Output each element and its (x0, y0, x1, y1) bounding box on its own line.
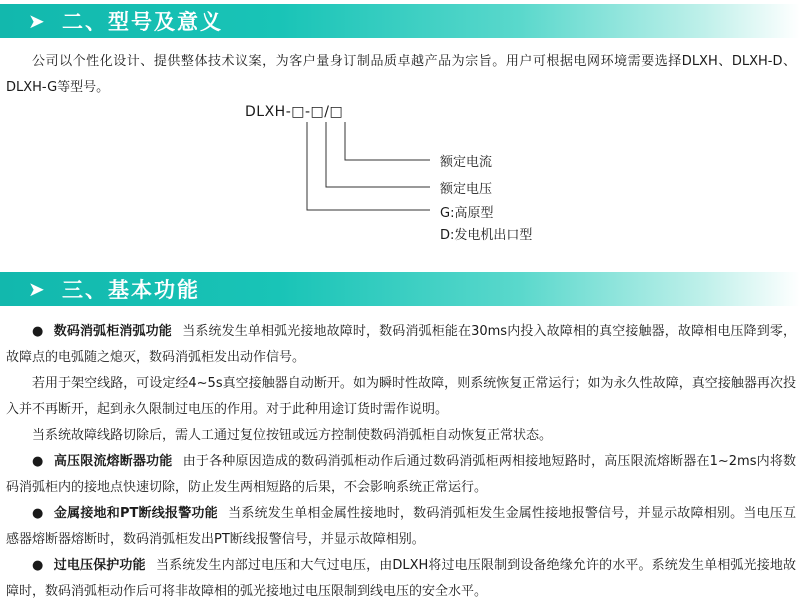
bullet-icon: ● (32, 558, 44, 573)
model-code: DLXH-□-□/□ (245, 104, 344, 120)
function-heading: 金属接地和PT断线报警功能 (53, 506, 218, 521)
bullet-icon: ● (32, 324, 44, 339)
function-heading: 数码消弧柜消弧功能 (53, 324, 172, 339)
arrow-icon: ➤ (28, 9, 45, 33)
function-item-metal-grounding (6, 501, 796, 553)
section-title-model: 二、型号及意义 (62, 10, 223, 34)
function-text: 当系统发生单相金属性接地时，数码消弧柜发生金属性接地报警信号，并显示故障相别。当电压互感器熔断器熔断时，数码消弧柜发出PT断线报警信号，并显示故障相别。 (6, 506, 796, 547)
function-item-reset: 当系统故障线路切除后，需人工通过复位按钮或远方控制使数码消弧柜自动恢复正常状态。 (32, 428, 553, 443)
section-title-functions: 三、基本功能 (62, 278, 200, 302)
line-rated-current (345, 122, 430, 160)
line-rated-voltage (326, 122, 430, 187)
function-text: 由于各种原因造成的数码消弧柜动作后通过数码消弧柜两相接地短路时，高压限流熔断器在1~2ms内将数码消弧柜内的接地点快速切除，防止发生两相短路的后果，不会影响系统正常运行。 (6, 454, 797, 495)
function-text: 当系统发生单相弧光接地故障时，数码消弧柜能在30ms内投入故障相的真空接触器，故障相电压降到零，故障点的电弧随之熄灭，数码消弧柜发出动作信号。 (6, 324, 796, 365)
label-rated-current: 额定电流 (440, 155, 493, 170)
intro-paragraph: 公司以个性化设计、提供整体技术议案，为客户量身订制品质卓越产品为宗旨。用户可根据电网环境需要选择DLXH、DLXH-D、DLXH-G等型号。 (6, 54, 796, 95)
function-heading: 高压限流熔断器功能 (53, 454, 173, 469)
label-rated-voltage: 额定电压 (440, 182, 493, 197)
function-heading: 过电压保护功能 (53, 558, 146, 573)
function-item-overvoltage (6, 553, 796, 605)
section-banner-functions (0, 272, 800, 306)
function-item-overhead-line: 若用于架空线路，可设定经4~5s真空接触器自动断开。如为瞬时性故障，则系统恢复正常运行；如为永久性故障，真空接触器再次投入并不再断开，起到永久限制过电压的作用。对于此种用途订货时需作说明。 (6, 376, 796, 417)
function-item-arc-suppression (6, 319, 796, 371)
bullet-icon: ● (32, 506, 44, 521)
line-type (307, 122, 430, 210)
bullet-icon: ● (32, 454, 44, 469)
label-type-d: D:发电机出口型 (440, 228, 533, 243)
function-item-fuse (6, 449, 796, 501)
function-text: 当系统发生内部过电压和大气过电压，由DLXH将过电压限制到设备绝缘允许的水平。系统发生单相弧光接地故障时，数码消弧柜动作后可将非故障相的弧光接地过电压限制到线电压的安全水平。 (6, 558, 796, 599)
arrow-icon: ➤ (28, 277, 45, 301)
label-type-g: G:高原型 (440, 206, 494, 221)
